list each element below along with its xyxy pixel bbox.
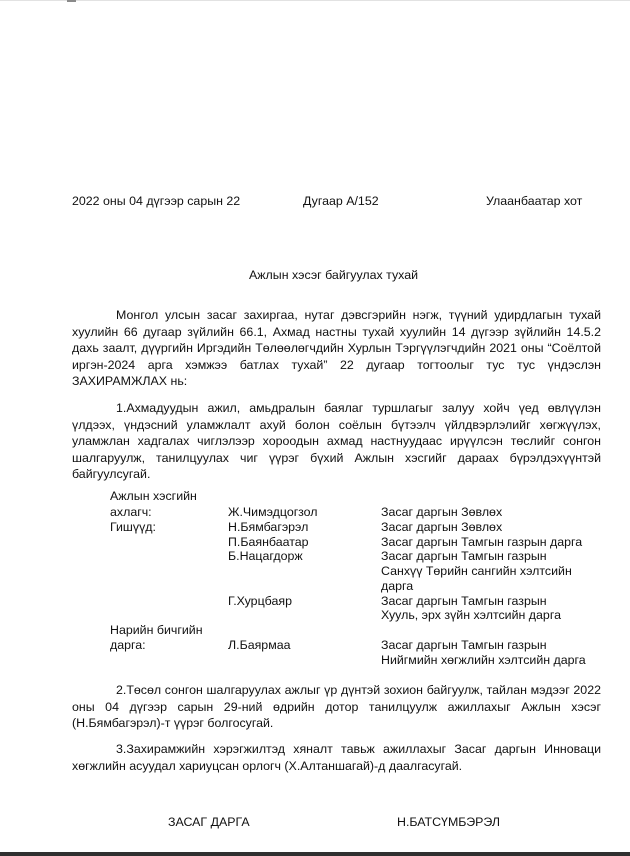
signature-title: ЗАСАГ ДАРГА	[168, 815, 250, 829]
head-label-line1: Ажлын хэсгийн	[110, 489, 197, 503]
item-2-paragraph	[72, 682, 601, 732]
members-row-cont	[110, 653, 610, 668]
secretary-label-line2: дарга:	[110, 638, 146, 652]
members-label: Гишүүд:	[110, 520, 156, 534]
item-3-text: 3.Захирамжийн хэрэгжилтэд хяналт тавьж ажиллахыг Засаг даргын Инноваци хөгжлийн асуудал хариуцсан орлогч (Х.Алтаншагай)-д даалгасугай.	[72, 742, 601, 773]
member-position: Засаг даргын Тамгын газрын	[381, 549, 547, 563]
members-row	[110, 638, 610, 653]
members-row-cont	[110, 608, 610, 623]
item-2-text: 2.Төсөл сонгон шалгаруулах ажлыг үр дүнтэй зохион байгуулж, тайлан мэдээг 2022 оны 04 дүгээр сарын 29-ний өдрийн дотор танилцуулж ажиллахыг Ажлын хэсэг (Н.Бямбагэрэл)-т үүрэг болгосугай.	[72, 683, 601, 730]
member-position: Засаг даргын Зөвлөх	[381, 520, 503, 534]
secretary-label-line1: Нарийн бичгийн	[110, 623, 203, 637]
member-position: Засаг даргын Зөвлөх	[381, 505, 503, 519]
order-city: Улаанбаатар хот	[486, 194, 583, 208]
member-position: Хууль, эрх зүйн хэлтсийн дарга	[381, 608, 561, 622]
document-title: Ажлын хэсэг байгуулах тухай	[249, 268, 419, 282]
top-border	[0, 0, 630, 1]
intro-text: Монгол улсын засаг захиргаа, нутаг дэвсгэрийн нэгж, түүний удирдлагын тухай хуулийн 66 дугаар зүйлийн 66.1, Ахмад настны тухай хуулийн 14 дүгээр зүйлийн 14.5.2 дахь заалт, дүүргийн Иргэдийн Төлөөлөгчдийн Хурлын Тэргүүлэгчдийн 2021 оны “Соёлтой иргэн-2024 арга хэмжээ батлах тухай” 22 дугаар тогтоолыг тус тус үндэслэн ЗАХИРАМЖЛАХ нь:	[72, 308, 601, 388]
member-position: Засаг даргын Тамгын газрын	[381, 638, 547, 652]
member-position: Санхүү Төрийн сангийн хэлтсийн	[381, 564, 572, 578]
item-3-paragraph	[72, 741, 601, 774]
member-position: Нийгмийн хөгжлийн хэлтсийн дарга	[381, 653, 586, 667]
member-name: П.Баянбаатар	[228, 535, 309, 549]
order-number: Дугаар А/152	[303, 194, 379, 208]
members-row-cont	[110, 579, 610, 594]
members-row	[110, 535, 610, 550]
members-row-label	[110, 623, 610, 638]
bottom-bar	[0, 852, 630, 856]
member-name: Ж.Чимэдцогзол	[228, 505, 318, 519]
member-name: Л.Баярмаа	[228, 638, 291, 652]
signature-name: Н.БАТСҮМБЭРЭЛ	[397, 815, 501, 829]
member-position: Засаг даргын Тамгын газрын дарга	[381, 535, 583, 549]
member-name: Н.Бямбагэрэл	[228, 520, 309, 534]
member-name: Г.Хурцбаяр	[228, 594, 292, 608]
members-row	[110, 549, 610, 564]
order-date: 2022 оны 04 дүгээр сарын 22	[72, 194, 241, 208]
scroll-indicator[interactable]	[67, 0, 76, 2]
item-1-text: 1.Ахмадуудын ажил, амьдралын баялаг туршлагыг залуу хойч үед өвлүүлэн үлдээх, үндэсний уламжлалт ахуй болон соёлын бүтээлч үйлдвэрлэлийг хөгжүүлэх, уламжлан хадгалах чиглэлээр хороодын ахмад настнуудаас ирүүлсэн төслийг сонгон шалгаруулж, танилцуулах чиг үүрэг бүхий Ажлын хэсгийг дараах бүрэлдэхүүнтэй байгуулсугай.	[72, 401, 601, 481]
members-row	[110, 520, 610, 535]
members-row	[110, 594, 610, 609]
member-position: дарга	[381, 579, 414, 593]
intro-paragraph	[72, 307, 601, 390]
member-position: Засаг даргын Тамгын газрын	[381, 594, 547, 608]
head-label-line2: ахлагч:	[110, 505, 152, 519]
members-row-cont	[110, 564, 610, 579]
members-row	[110, 505, 610, 520]
member-name: Б.Нацагдорж	[228, 549, 303, 563]
members-row-label	[110, 489, 610, 504]
item-1-paragraph	[72, 400, 601, 483]
